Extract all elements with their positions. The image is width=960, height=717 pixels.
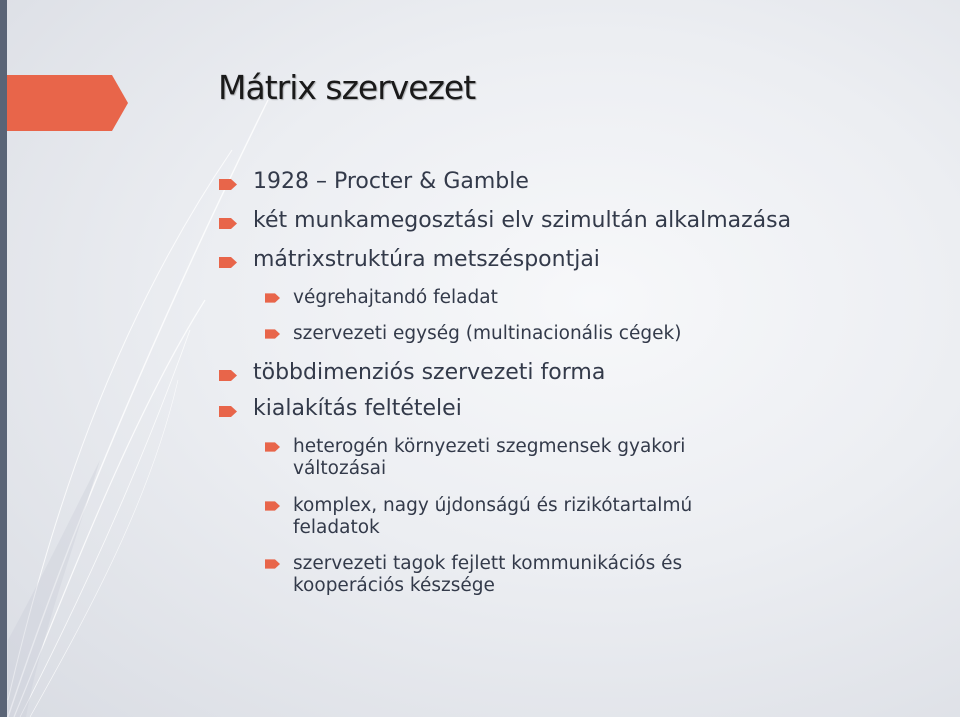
bullet-text: változásai [293, 458, 387, 479]
arrow-bullet-icon [219, 179, 237, 190]
bullet-item [253, 171, 529, 193]
arrow-bullet-icon [219, 218, 237, 229]
bullet-item [253, 362, 605, 384]
arrow-bullet-icon [265, 501, 280, 511]
arrow-bullet-icon [265, 329, 280, 339]
sub-bullet-item [293, 495, 692, 539]
arrow-bullet-icon [265, 293, 280, 303]
bullet-text: 1928 – Procter & Gamble [253, 169, 529, 194]
bullet-text: feladatok [293, 517, 380, 538]
bullet-item [253, 249, 600, 271]
bullet-text: kialakítás feltételei [253, 396, 462, 421]
sub-bullet-item [293, 287, 498, 309]
bullet-text: többdimenziós szervezeti forma [253, 360, 606, 385]
slide-title: Mátrix szervezet [218, 68, 476, 107]
arrow-bullet-icon [219, 257, 237, 268]
bullet-text: mátrixstruktúra metszéspontjai [253, 247, 600, 272]
arrow-bullet-icon [219, 370, 237, 381]
bullet-text: kooperációs készsége [293, 575, 495, 596]
bullet-item [253, 398, 462, 420]
bullet-text: heterogén környezeti szegmensek gyakori [293, 436, 686, 457]
bullet-text: komplex, nagy újdonságú és rizikótartalmú [293, 495, 693, 516]
bullet-text: végrehajtandó feladat [293, 287, 498, 308]
bullet-text: szervezeti egység (multinacionális cégek) [293, 323, 682, 344]
bullet-text: két munkamegosztási elv szimultán alkalmazása [253, 208, 792, 233]
sub-bullet-item [293, 553, 682, 597]
arrow-bullet-icon [219, 406, 237, 417]
arrow-bullet-icon [265, 442, 280, 452]
bullet-item [253, 210, 791, 232]
arrow-bullet-icon [265, 559, 280, 569]
bullet-text: szervezeti tagok fejlett kommunikációs és [293, 553, 683, 574]
sub-bullet-item [293, 323, 681, 345]
sub-bullet-item [293, 436, 685, 480]
